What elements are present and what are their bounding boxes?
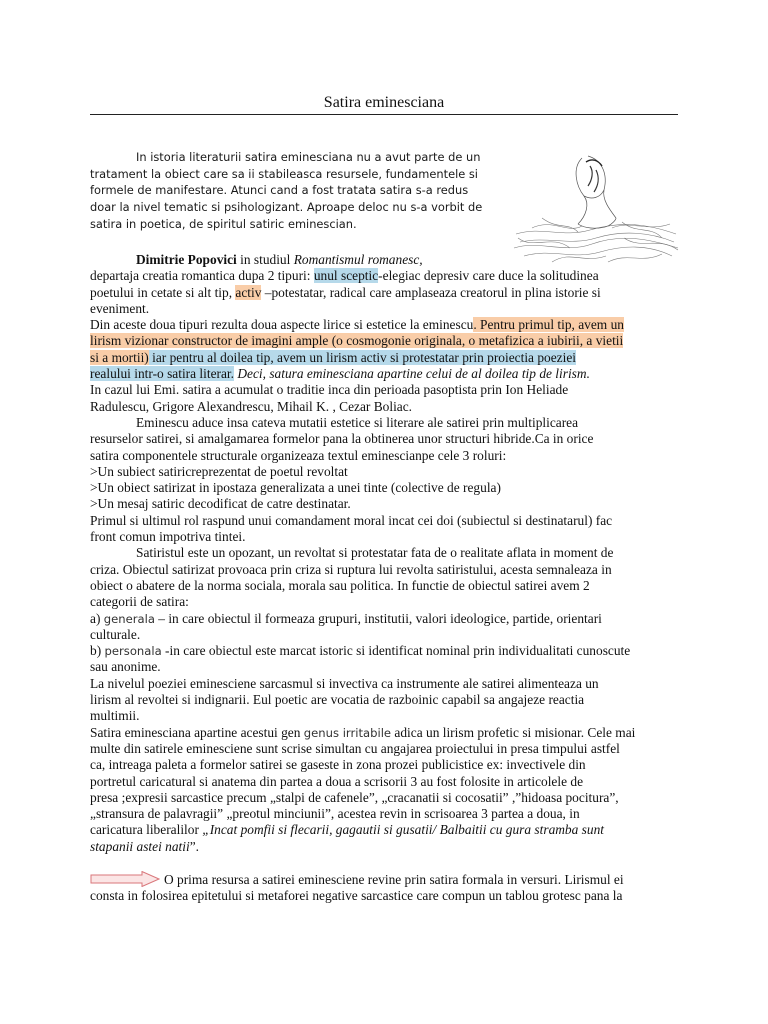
text-line: In cazul lui Emi. satira a acumulat o traditie inca din perioada pasoptista prin Ion Heliade	[90, 382, 569, 398]
text-line	[90, 285, 690, 301]
text-line: sau anonime.	[90, 659, 161, 675]
text-line	[90, 871, 690, 888]
text-line: resurselor satirei, si amalgamarea formelor pana la obtinerea unor structuri hibride.Ca in orice	[90, 431, 594, 447]
text-line	[90, 268, 690, 284]
arrow-right-icon	[90, 871, 160, 887]
text-fragment: poetului in cetate si alt tip,	[90, 284, 236, 300]
text-line	[90, 333, 690, 349]
text-line: Primul si ultimul rol raspund unui comandament moral incat cei doi (subiectul si destinatarul) fac	[90, 512, 613, 528]
text-fragment: Deci, satura eminesciana apartine celui de al doilea tip de lirism.	[234, 366, 590, 382]
quote-fragment: stapanii astei natii	[90, 838, 190, 854]
highlight-blue: realului intr-o satira literar.	[90, 366, 234, 382]
text-line	[90, 252, 690, 268]
text-line: La nivelul poeziei eminesciene sarcasmul si invectiva ca instrumente ale satirei alimenteaza un	[90, 675, 599, 691]
text-fragment: – in care obiectul il formeaza grupuri, institutii, valori ideologice, partide, orientari	[154, 610, 602, 626]
text-fragment: -in care obiectul este marcat istoric si identificat nominal prin individualitati cunoscute	[161, 643, 631, 659]
study-title: Romantismul romanesc,	[293, 252, 423, 267]
text-fragment: Satira eminesciana apartine acestui gen	[90, 724, 304, 740]
text-line: categorii de satira:	[90, 594, 189, 610]
text-line: Radulescu, Grigore Alexandrescu, Mihail K. , Cezar Boliac.	[90, 398, 413, 414]
text-line	[90, 611, 690, 627]
paragraph-gap	[90, 855, 690, 871]
text-line: „stransura de palavragii” „preotul minciunii”, acestea revin in scrisoarea 3 partea a doua, in	[90, 806, 580, 822]
text-line: portretul caricatural si anatema din partea a doua a scrisorii 3 au fost folosite in articolele de	[90, 773, 584, 789]
text-fragment: adica un lirism profetic si misionar. Cele mai	[391, 724, 636, 740]
list-item: >Un mesaj satiric decodificat de catre destinatar.	[90, 496, 351, 512]
intro-line: formele de manifestare. Atunci cand a fost tratata satira s-a redus	[90, 183, 469, 198]
highlight-orange: lirism vizionar constructor de imagini ample (o cosmogonie originala, o metafizica a iubirii, a vietii	[90, 333, 624, 349]
text-fragment: ”.	[189, 838, 199, 854]
category-label: generala	[103, 611, 155, 626]
illustration-image	[512, 138, 680, 266]
text-line	[90, 317, 690, 333]
title-underline	[90, 114, 678, 115]
text-line	[90, 839, 690, 855]
text-line	[90, 350, 690, 366]
text-line: multimii.	[90, 708, 140, 724]
text-line: obiect o abatere de la norma sociala, morala sau politica. In functie de obiectul satirei avem 2	[90, 577, 590, 593]
text-line: consta in folosirea epitetului si metaforei negative sarcastice care compun un tablou grotesc pana la	[90, 888, 623, 904]
intro-line: In istoria literaturii satira eminesciana nu a avut parte de un	[136, 150, 481, 164]
intro-paragraph	[90, 149, 482, 233]
author-name: Dimitrie Popovici	[136, 252, 237, 267]
text-line: eveniment.	[90, 300, 150, 316]
text-fragment: Din aceste doua tipuri rezulta doua aspecte lirice si estetice la eminescu	[90, 317, 474, 333]
text-line: Eminescu aduce insa cateva mutatii estetice si literare ale satirei prin multiplicarea	[136, 414, 579, 430]
text-line: culturale.	[90, 626, 141, 642]
list-item: >Un subiect satiricreprezentat de poetul revoltat	[90, 463, 348, 479]
highlight-orange: . Pentru primul tip, avem un	[473, 317, 624, 333]
text-line	[90, 725, 690, 741]
text-fragment: O prima resursa a satirei eminesciene revine prin satira formala in versuri. Lirismul ei	[164, 871, 624, 887]
body-text	[90, 252, 690, 905]
text-line: satira componentele structurale organizeaza textul eminescianpe cele 3 roluri:	[90, 447, 507, 463]
intro-line: tratament la obiect care sa ii stabileasca resursele, fundamentele si	[90, 166, 478, 181]
highlight-orange: si a mortii)	[90, 349, 149, 365]
highlight-blue: iar pentru al doilea tip, avem un lirism activ si protestatar prin proiectia poeziei	[148, 349, 577, 365]
text-line: lirism al revoltei si indignarii. Eul poetic are vocatia de razboinic capabil sa angajeze reactia	[90, 692, 585, 708]
text-line	[90, 366, 690, 382]
list-marker: a)	[90, 610, 104, 626]
highlight-blue: unul sceptic	[313, 268, 379, 284]
text-line: presa ;expresii sarcastice precum „stalpi de cafenele”, „cracanatii si cocosatii” ,”hidoasa pocitura”,	[90, 789, 619, 805]
highlight-orange: activ	[235, 284, 262, 300]
text-fragment: caricatura liberalilor	[90, 822, 203, 838]
text-line	[90, 822, 690, 838]
list-marker: b)	[90, 643, 105, 659]
category-label: personala	[104, 644, 162, 659]
text-fragment: -elegiac depresiv care duce la solitudinea	[378, 268, 599, 284]
intro-line: satira in poetica, de spiritul satiric eminescian.	[90, 216, 357, 231]
text-line: ca, intreaga paleta a formelor satirei se gaseste in zona prozei publicistice ex: invectivele din	[90, 757, 586, 773]
text-line	[90, 643, 690, 659]
text-line: criza. Obiectul satirizat provoaca prin criza si ruptura lui revolta satiristului, acesta semnaleaza in	[90, 561, 612, 577]
intro-line: doar la nivel tematic si psihologizant. Aproape deloc nu s-a vorbit de	[90, 200, 483, 215]
text-line: multe din satirele eminesciene sunt scrise simultan cu angajarea proiectului in presa timpului astfel	[90, 740, 620, 756]
term-label: genus irritabile	[303, 725, 392, 740]
text-fragment: in studiul	[236, 252, 294, 267]
text-line: Satiristul este un opozant, un revoltat si protestatar fata de o realitate aflata in moment de	[136, 545, 614, 561]
text-fragment: –potestatar, radical care amplaseaza creatorul in plina istorie si	[261, 284, 601, 300]
list-item: >Un obiect satirizat in ipostaza generalizata a unei tinte (colective de regula)	[90, 480, 501, 496]
text-line: front comun impotriva tintei.	[90, 529, 246, 545]
text-fragment: departaja creatia romantica dupa 2 tipuri:	[90, 268, 314, 284]
quote-fragment: „Incat pomfii si flecarii, gagautii si gusatii/ Balbaitii cu gura stramba sunt	[202, 822, 604, 838]
document-title: Satira eminesciana	[323, 94, 445, 111]
